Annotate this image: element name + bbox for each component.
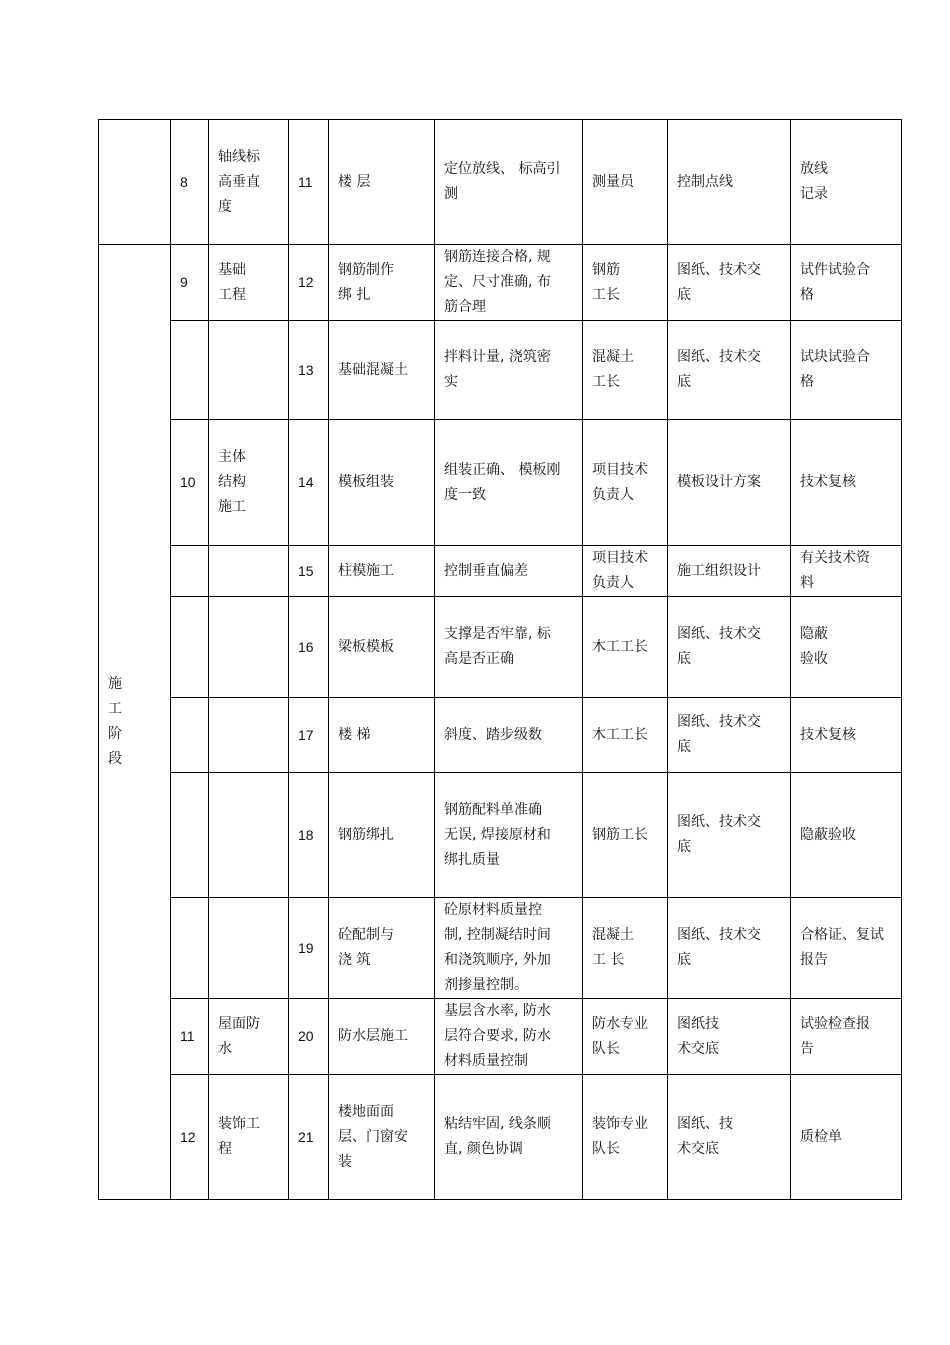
item-name xyxy=(209,898,289,999)
control-point: 钢筋绑扎 xyxy=(329,773,435,898)
quality-control-table xyxy=(98,119,902,1200)
record-type: 试验检查报 告 xyxy=(791,999,902,1075)
record-type: 技术复核 xyxy=(791,698,902,773)
control-point: 梁板模板 xyxy=(329,597,435,698)
item-number: 11 xyxy=(171,999,209,1075)
control-point: 防水层施工 xyxy=(329,999,435,1075)
control-basis: 图纸、技术交 底 xyxy=(668,245,791,321)
responsible-person: 防水专业 队长 xyxy=(583,999,668,1075)
control-content: 钢筋配料单准确 无误, 焊接原材和 绑扎质量 xyxy=(435,773,583,898)
point-number: 12 xyxy=(289,245,329,321)
item-name xyxy=(209,773,289,898)
control-basis: 控制点线 xyxy=(668,120,791,245)
point-number: 21 xyxy=(289,1075,329,1200)
table-row xyxy=(99,597,902,698)
record-type: 放线 记录 xyxy=(791,120,902,245)
control-point: 基础混凝土 xyxy=(329,321,435,420)
record-type: 隐蔽验收 xyxy=(791,773,902,898)
record-type: 技术复核 xyxy=(791,420,902,546)
control-content: 钢筋连接合格, 规 定、尺寸准确, 布 筋合理 xyxy=(435,245,583,321)
control-content: 基层含水率, 防水 层符合要求, 防水 材料质量控制 xyxy=(435,999,583,1075)
control-content: 控制垂直偏差 xyxy=(435,546,583,597)
control-basis: 图纸、技 术交底 xyxy=(668,1075,791,1200)
table-row xyxy=(99,999,902,1075)
control-content: 粘结牢固, 线条顺 直, 颜色协调 xyxy=(435,1075,583,1200)
table-row xyxy=(99,698,902,773)
responsible-person: 木工工长 xyxy=(583,698,668,773)
responsible-person: 混凝土 工 长 xyxy=(583,898,668,999)
control-point: 楼 层 xyxy=(329,120,435,245)
control-content: 支撑是否牢靠, 标 高是否正确 xyxy=(435,597,583,698)
stage-cell xyxy=(99,245,171,1200)
item-number: 9 xyxy=(171,245,209,321)
item-number xyxy=(171,597,209,698)
control-basis: 图纸技 术交底 xyxy=(668,999,791,1075)
point-number: 19 xyxy=(289,898,329,999)
responsible-person: 项目技术 负责人 xyxy=(583,546,668,597)
table-row xyxy=(99,245,902,321)
item-name: 基础 工程 xyxy=(209,245,289,321)
control-point: 模板组装 xyxy=(329,420,435,546)
responsible-person: 木工工长 xyxy=(583,597,668,698)
stage-cell xyxy=(99,120,171,245)
point-number: 14 xyxy=(289,420,329,546)
item-number: 10 xyxy=(171,420,209,546)
point-number: 13 xyxy=(289,321,329,420)
point-number: 11 xyxy=(289,120,329,245)
control-basis: 施工组织设计 xyxy=(668,546,791,597)
item-name xyxy=(209,698,289,773)
control-basis: 图纸、技术交 底 xyxy=(668,898,791,999)
control-point: 钢筋制作 绑 扎 xyxy=(329,245,435,321)
point-number: 20 xyxy=(289,999,329,1075)
item-number xyxy=(171,321,209,420)
control-basis: 图纸、技术交 底 xyxy=(668,597,791,698)
responsible-person: 装饰专业 队长 xyxy=(583,1075,668,1200)
record-type: 合格证、复试 报告 xyxy=(791,898,902,999)
item-number xyxy=(171,546,209,597)
control-point: 砼配制与 浇 筑 xyxy=(329,898,435,999)
table-row xyxy=(99,773,902,898)
point-number: 17 xyxy=(289,698,329,773)
item-name xyxy=(209,597,289,698)
table-row xyxy=(99,420,902,546)
item-number xyxy=(171,898,209,999)
control-content: 斜度、踏步级数 xyxy=(435,698,583,773)
responsible-person: 钢筋工长 xyxy=(583,773,668,898)
table-row xyxy=(99,120,902,245)
item-name: 装饰工 程 xyxy=(209,1075,289,1200)
responsible-person: 项目技术 负责人 xyxy=(583,420,668,546)
control-basis: 图纸、技术交 底 xyxy=(668,698,791,773)
item-number xyxy=(171,698,209,773)
responsible-person: 钢筋 工长 xyxy=(583,245,668,321)
point-number: 15 xyxy=(289,546,329,597)
control-point: 柱模施工 xyxy=(329,546,435,597)
record-type: 隐蔽 验收 xyxy=(791,597,902,698)
table-row xyxy=(99,898,902,999)
control-point: 楼 梯 xyxy=(329,698,435,773)
responsible-person: 测量员 xyxy=(583,120,668,245)
control-content: 拌料计量, 浇筑密 实 xyxy=(435,321,583,420)
control-content: 砼原材料质量控 制, 控制凝结时间 和浇筑顺序, 外加 剂掺量控制。 xyxy=(435,898,583,999)
point-number: 18 xyxy=(289,773,329,898)
item-name: 主体 结构 施工 xyxy=(209,420,289,546)
item-name: 轴线标 高垂直 度 xyxy=(209,120,289,245)
item-number: 8 xyxy=(171,120,209,245)
control-basis: 图纸、技术交 底 xyxy=(668,321,791,420)
item-number: 12 xyxy=(171,1075,209,1200)
point-number: 16 xyxy=(289,597,329,698)
item-name xyxy=(209,546,289,597)
table-row xyxy=(99,546,902,597)
record-type: 质检单 xyxy=(791,1075,902,1200)
item-name: 屋面防 水 xyxy=(209,999,289,1075)
record-type: 有关技术资 料 xyxy=(791,546,902,597)
responsible-person: 混凝土 工长 xyxy=(583,321,668,420)
table-row xyxy=(99,321,902,420)
control-point: 楼地面面 层、门窗安 装 xyxy=(329,1075,435,1200)
control-basis: 图纸、技术交 底 xyxy=(668,773,791,898)
stage-label: 施 工 阶 段 xyxy=(108,676,122,767)
record-type: 试件试验合 格 xyxy=(791,245,902,321)
record-type: 试块试验合 格 xyxy=(791,321,902,420)
control-basis: 模板设计方案 xyxy=(668,420,791,546)
item-number xyxy=(171,773,209,898)
control-content: 组装正确、 模板刚 度一致 xyxy=(435,420,583,546)
control-content: 定位放线、 标高引 测 xyxy=(435,120,583,245)
table-row xyxy=(99,1075,902,1200)
item-name xyxy=(209,321,289,420)
